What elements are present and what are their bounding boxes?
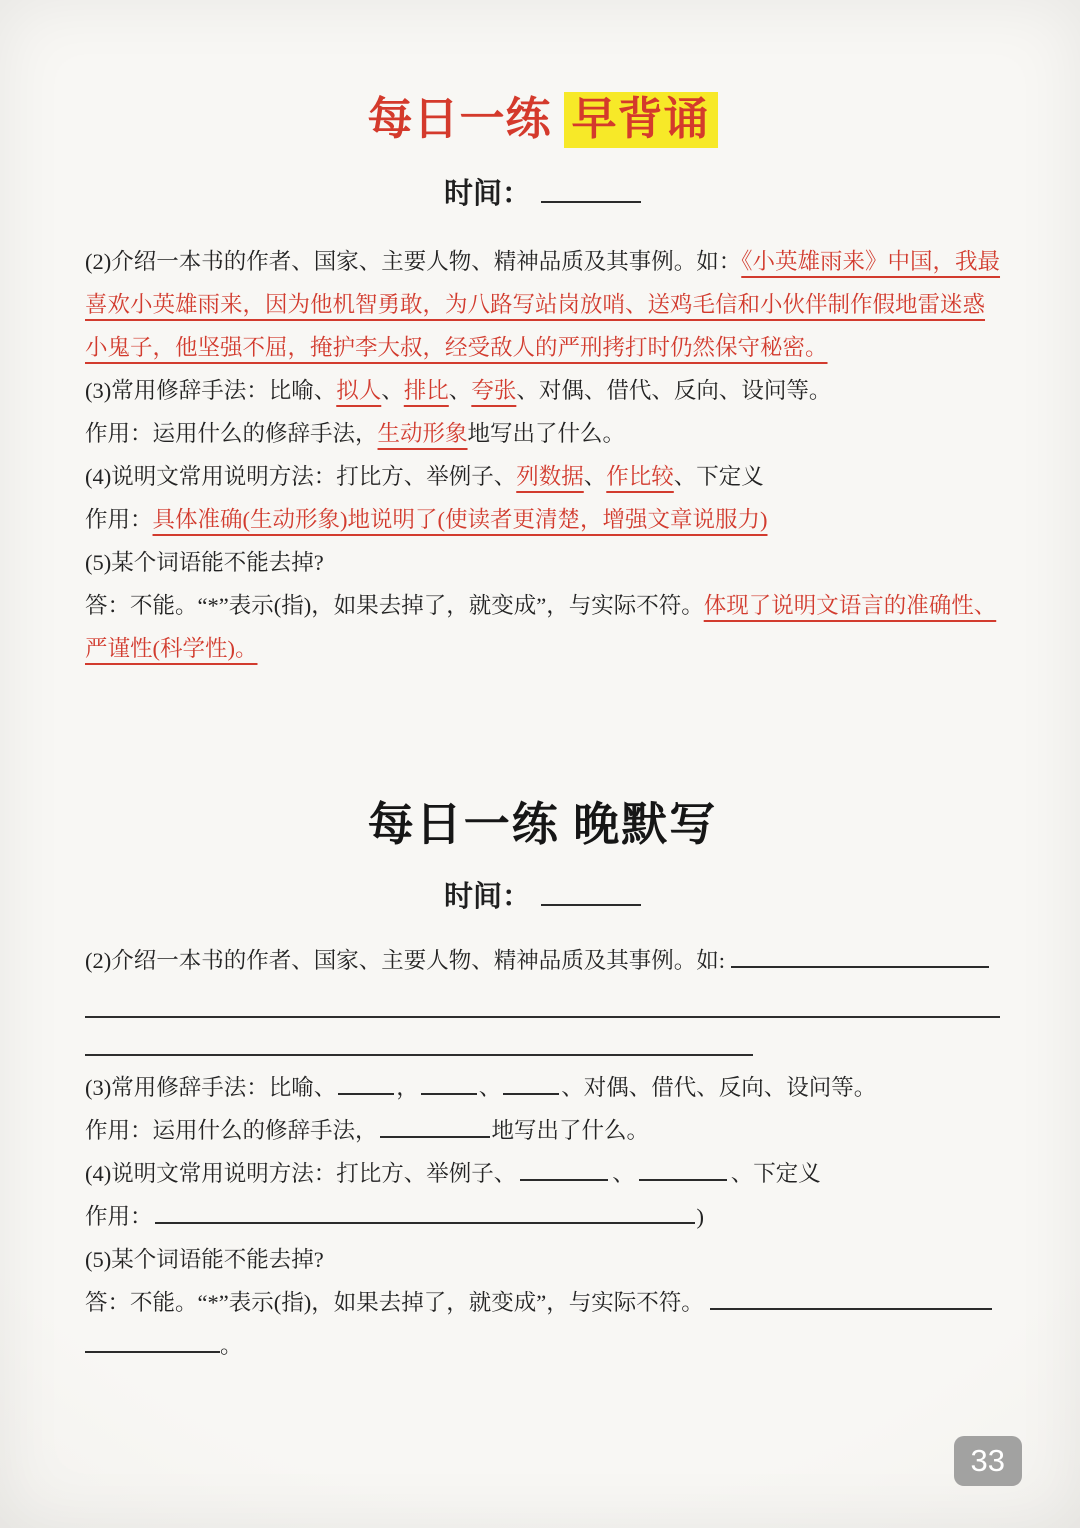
blank-line <box>338 1074 394 1095</box>
text-segment: (4)说明文常用说明方法：打比方、举例子、 <box>85 1161 517 1186</box>
text-segment: 作用：运用什么的修辞手法， <box>85 1118 378 1143</box>
morning-title-highlighted-text: 早背诵 <box>564 92 718 148</box>
text-segment: 、 <box>583 464 607 489</box>
text-segment: (5)某个词语能不能去掉? <box>85 1247 324 1272</box>
evening-paragraph-rhetoric <box>85 1066 1000 1109</box>
time-blank-line <box>541 878 641 906</box>
time-blank-line <box>541 175 641 203</box>
morning-paragraph-word-removal-answer <box>85 584 1000 670</box>
text-segment: 、对偶、借代、反向、设问等。 <box>516 378 832 403</box>
blank-line <box>155 1203 695 1224</box>
text-segment: ， <box>396 1075 419 1100</box>
text-segment: 答：不能。“*”表示(指)，如果去掉了，就变成”，与实际不符。 <box>85 593 704 618</box>
text-segment: 地写出了什么。 <box>491 1118 650 1143</box>
text-segment: 作用： <box>85 1204 153 1229</box>
text-segment: 、 <box>561 1075 584 1100</box>
morning-title-text: 每日一练 <box>367 94 552 144</box>
text-segment: 答：不能。“*”表示(指)，如果去掉了，就变成”，与实际不符。 <box>85 1290 704 1315</box>
answer-text-red: 生动形象 <box>377 421 468 446</box>
text-segment: (3)常用修辞手法：比喻、 <box>85 378 337 403</box>
evening-paragraph-rhetoric-function <box>85 1109 1000 1152</box>
morning-paragraph-rhetoric-function <box>85 412 1000 455</box>
text-segment: 对偶、借代、反向、设问等。 <box>583 1075 877 1100</box>
blank-line <box>421 1074 477 1095</box>
answer-text-red: 《小英雄雨来》中国，我最喜欢小英雄雨来，因为他机智勇敢，为八路写站岗放哨、送鸡毛信和小伙伴制作假地雷迷惑小鬼子，他坚强不屈，掩护李大叔，经受敌人的严刑拷打时仍然保守秘密。 <box>85 249 1001 360</box>
text-segment: 地写出了什么。 <box>467 421 626 446</box>
answer-text-red: 体现了说明文语言的准确性、严谨性(科学性)。 <box>85 593 997 661</box>
text-segment: 、 <box>478 1075 502 1100</box>
text-segment: 、下定义 <box>673 464 764 489</box>
answer-text-red: 拟人 <box>336 378 382 403</box>
blank-line <box>520 1160 608 1181</box>
morning-paragraph-explanation-methods <box>85 455 1000 498</box>
text-segment: 作用：运用什么的修辞手法， <box>85 421 378 446</box>
blank-line <box>85 1332 220 1353</box>
answer-text-red: 列数据 <box>516 464 584 489</box>
text-segment: 作用： <box>85 507 153 532</box>
morning-time-row <box>85 171 1000 212</box>
text-segment: 、 <box>612 1161 635 1186</box>
text-segment: 、 <box>448 378 472 403</box>
blank-line <box>710 1289 992 1310</box>
page-number-badge: 33 <box>954 1436 1022 1486</box>
morning-section-title <box>85 82 1000 147</box>
time-label: 时间： <box>443 881 531 913</box>
text-segment: ) <box>696 1204 705 1229</box>
evening-paragraph-word-removal-answer <box>85 1281 1000 1367</box>
answer-text-red: 排比 <box>403 378 449 403</box>
blank-line <box>639 1160 727 1181</box>
blank-line <box>731 947 989 968</box>
blank-line <box>503 1074 559 1095</box>
text-segment: (4)说明文常用说明方法：打比方、举例子、 <box>85 464 517 489</box>
text-segment: 、下定义 <box>730 1161 821 1186</box>
text-segment: 。 <box>220 1333 243 1358</box>
text-segment: (2)介绍一本书的作者、国家、主要人物、精神品质及其事例。如: <box>85 948 725 973</box>
text-segment: (3)常用修辞手法：比喻、 <box>85 1075 337 1100</box>
evening-paragraph-explanation-methods <box>85 1152 1000 1195</box>
answer-text-red: 具体准确(生动形象)地说明了(使读者更清楚，增强文章说服力) <box>152 507 768 532</box>
evening-paragraph-explanation-function <box>85 1195 1000 1238</box>
answer-text-red: 作比较 <box>606 464 674 489</box>
evening-paragraph-word-removal-question <box>85 1238 1000 1281</box>
morning-paragraph-book-intro <box>85 240 1000 369</box>
evening-title-text: 每日一练 晚默写 <box>367 799 718 850</box>
text-segment: 、 <box>381 378 404 403</box>
answer-text-red: 夸张 <box>471 378 517 403</box>
evening-section-title <box>85 788 1000 854</box>
blank-ruled-line <box>85 982 1000 1018</box>
morning-paragraph-word-removal-question <box>85 541 1000 584</box>
blank-ruled-line <box>85 1018 753 1056</box>
morning-paragraph-explanation-function <box>85 498 1000 541</box>
time-label: 时间： <box>443 178 531 210</box>
blank-line <box>380 1117 490 1138</box>
evening-paragraph-book-intro <box>85 939 1000 982</box>
text-segment: (2)介绍一本书的作者、国家、主要人物、精神品质及其事例。如： <box>85 249 742 274</box>
evening-time-row <box>85 874 1000 915</box>
text-segment: (5)某个词语能不能去掉? <box>85 550 324 575</box>
morning-paragraph-rhetoric <box>85 369 1000 412</box>
